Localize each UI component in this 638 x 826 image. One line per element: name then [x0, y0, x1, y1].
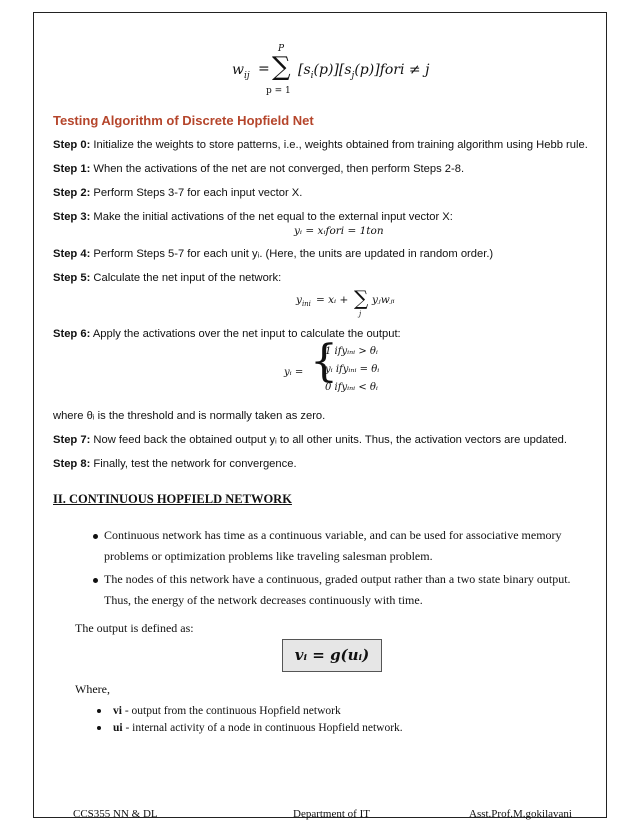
sum-lower-limit: p = 1: [266, 86, 291, 96]
step-5: Step 5: Calculate the net input of the network:: [53, 272, 282, 284]
step-4: Step 4: Perform Steps 5-7 for each unit yᵢ. (Here, the units are updated in random order.): [53, 248, 494, 260]
footer-center: Department of IT: [293, 808, 370, 820]
formula-lhs: $w_{ij}$: [232, 62, 250, 81]
where-threshold: where θᵢ is the threshold and is normally taken as zero.: [53, 410, 326, 422]
step-8: Step 8: Finally, test the network for convergence.: [53, 458, 297, 470]
bullet-icon: [93, 578, 98, 583]
where-list-item-u: ui - internal activity of a node in continuous Hopfield network.: [97, 722, 403, 734]
step-2: Step 2: Perform Steps 3-7 for each input vector X.: [53, 187, 303, 199]
bullet-icon: [93, 534, 98, 539]
step-7: Step 7: Now feed back the obtained output yᵢ to all other units. Thus, the activation vectors are updated.: [53, 434, 568, 446]
where-list-item-v: vi - output from the continuous Hopfield network: [97, 705, 341, 717]
sigma-symbol: ∑: [354, 286, 369, 310]
bullet-icon: [97, 709, 101, 713]
boxed-formula-output: vᵢ = g(uᵢ): [282, 639, 382, 672]
equation-activation: yᵢ = { 1 ifyᵢₙᵢ > θᵢ yᵢ ifyᵢₙᵢ = θᵢ 0 ifyᵢₙᵢ < θᵢ: [284, 336, 380, 393]
equation-net-input: $y_{ini}$ = xᵢ + ∑ j yⱼwⱼᵢ: [296, 286, 395, 318]
step-0: Step 0: Initialize the weights to store patterns, i.e., weights obtained from training algorithm using Hebb rule.: [53, 139, 588, 151]
equation-step3: yᵢ = xᵢfori = 1ton: [294, 225, 384, 237]
sum-upper-limit: P: [278, 44, 285, 54]
footer-left: CCS355 NN & DL: [73, 808, 158, 820]
sigma-symbol: ∑: [272, 52, 291, 82]
formula-hebb-weights: [232, 44, 492, 100]
where-label: Where,: [75, 682, 110, 696]
step-6: Step 6: Apply the activations over the net input to calculate the output:: [53, 328, 401, 340]
footer-right: Asst.Prof.M.gokilavani: [469, 808, 572, 820]
step-3: Step 3: Make the initial activations of the net equal to the external input vector X:: [53, 211, 453, 223]
brace-symbol: {: [310, 336, 338, 387]
section-title-continuous: II. CONTINUOUS HOPFIELD NETWORK: [53, 492, 292, 506]
bullet-icon: [97, 726, 101, 730]
bullet-item-2: The nodes of this network have a continuous, graded output rather than a two state binary output. Thus, the energy of the network decreases continuously with time.: [93, 569, 571, 611]
section-title-discrete-testing: Testing Algorithm of Discrete Hopfield Net: [53, 113, 314, 128]
formula-body: $[s_i(p)][s_j(p)]fori \ne j$: [298, 62, 430, 81]
formula-equals: =: [258, 61, 270, 77]
bullet-item-1: Continuous network has time as a continuous variable, and can be used for associative memory problems or optimization problems like traveling salesman problem.: [93, 525, 562, 567]
output-defined-text: The output is defined as:: [75, 621, 194, 635]
step-1: Step 1: When the activations of the net are not converged, then perform Steps 2-8.: [53, 163, 465, 175]
